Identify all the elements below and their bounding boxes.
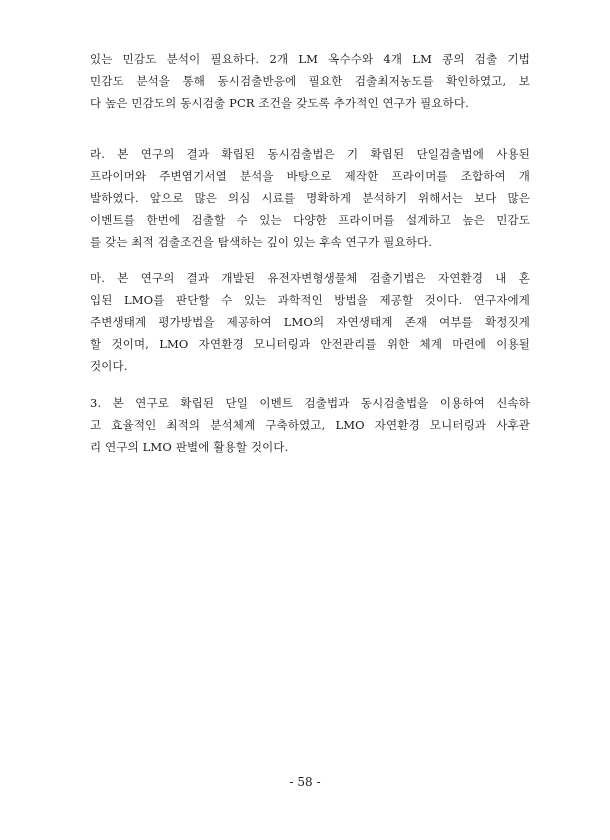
text-line: 를 갖는 최적 검출조건을 탐색하는 깊이 있는 후속 연구가 필요하다. [90,235,433,249]
paragraph-sensitivity-analysis [90,48,530,114]
text-line: 것이다. [90,359,128,373]
text-line: 라. 본 연구의 결과 확립된 동시검출법은 기 확립된 단일검출법에 사용된 [90,147,530,161]
page-number: - 58 - [289,775,321,789]
text-line: 할 것이며, LMO 자연환경 모니터링과 안전관리를 위한 체계 마련에 이용될 [90,337,530,351]
text-line: 다 높은 민감도의 동시검출 PCR 조건을 갖도록 추가적인 연구가 필요하다. [90,96,469,110]
text-line: 마. 본 연구의 결과 개발된 유전자변형생물체 검출기법은 자연환경 내 혼 [90,271,530,285]
text-line: 이벤트를 한번에 검출할 수 있는 다양한 프라이머를 설계하고 높은 민감도 [90,213,530,227]
text-line: 주변생태계 평가방법을 제공하여 LMO의 자연생태계 존재 여부를 확정짓게 [90,315,530,329]
text-line: 있는 민감도 분석이 필요하다. 2개 LM 옥수수와 4개 LM 콩의 검출 기법 [90,52,530,66]
text-line: 프라이머와 주변염기서열 분석을 바탕으로 제작한 프라이머를 조합하여 개 [90,169,530,183]
paragraph-ma-lmo-detection [90,267,530,377]
text-line: 입된 LMO를 판단할 수 있는 과학적인 방법을 제공할 것이다. 연구자에게 [90,293,530,307]
paragraph-3-analysis-system [90,392,530,458]
text-line: 발하였다. 앞으로 많은 의심 시료를 명확하게 분석하기 위해서는 보다 많은 [90,191,530,205]
paragraph-ra-multiplex-detection [90,143,530,253]
text-line: 3. 본 연구로 확립된 단일 이벤트 검출법과 동시검출법을 이용하여 신속하 [90,396,530,410]
text-line: 고 효율적인 최적의 분석체계 구축하였고, LMO 자연환경 모니터링과 사후관 [90,418,530,432]
text-line: 리 연구의 LMO 판별에 활용할 것이다. [90,440,289,454]
text-line: 민감도 분석을 통해 동시검출반응에 필요한 검출최저농도를 확인하였고, 보 [90,74,530,88]
